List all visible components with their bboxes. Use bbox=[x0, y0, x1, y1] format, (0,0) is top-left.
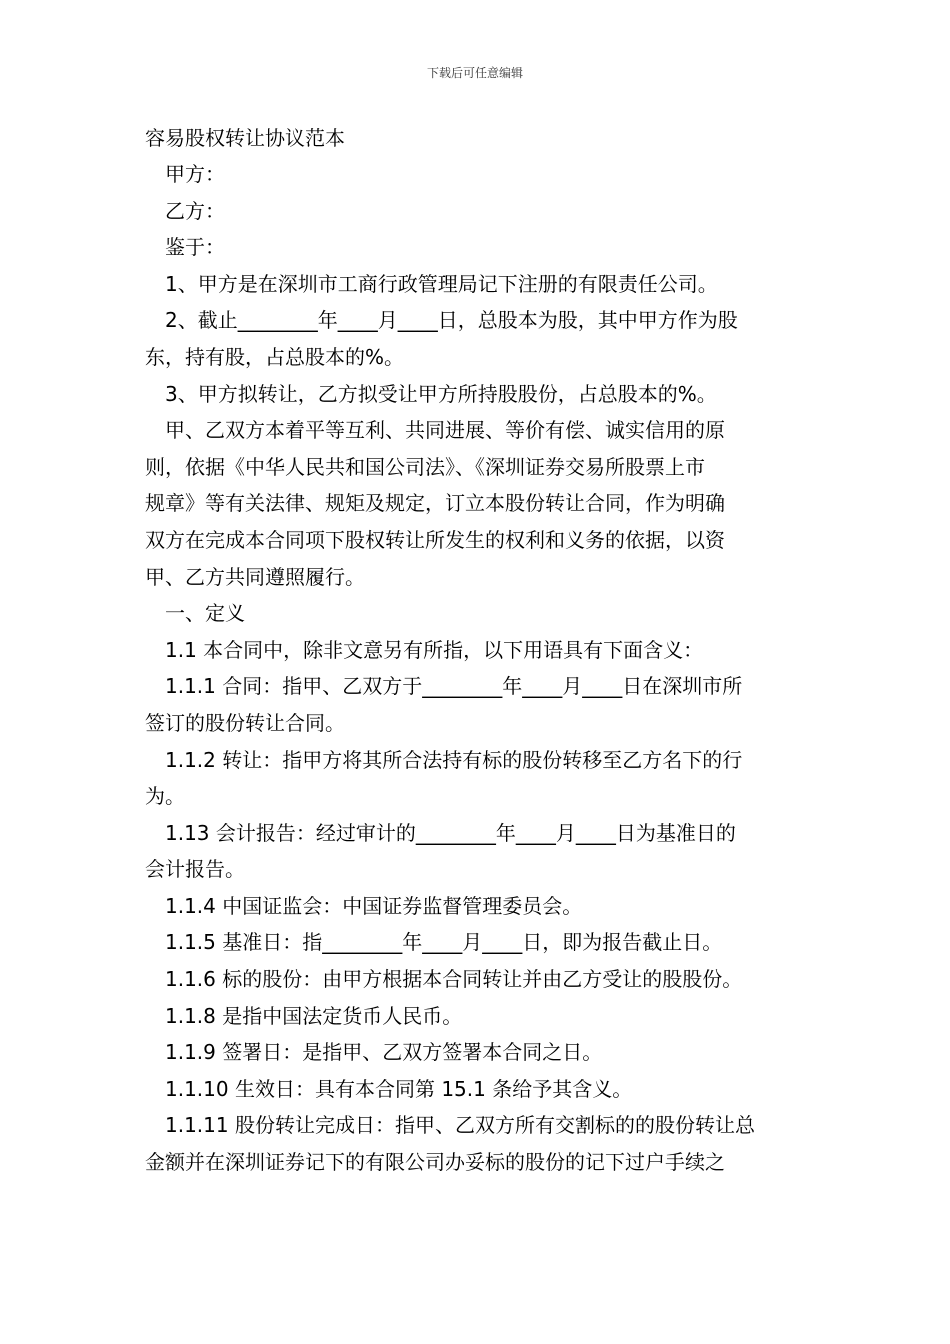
document-line: 甲方： bbox=[165, 162, 225, 186]
document-line: 1.1.4 中国证监会：中国证券监督管理委员会。 bbox=[165, 893, 583, 918]
document-line: 鉴于： bbox=[165, 235, 225, 260]
document-line: 1.1.1 合同：指甲、乙双方于________年____月____日在深圳市所 bbox=[165, 674, 743, 699]
document-title: 容易股权转让协议范本 bbox=[145, 126, 345, 150]
document-line: 会计报告。 bbox=[145, 857, 245, 882]
document-line: 2、截止________年____月____日，总股本为股，其中甲方作为股 bbox=[165, 308, 738, 333]
document-line: 乙方： bbox=[165, 198, 225, 223]
document-line: 1.1 本合同中，除非文意另有所指，以下用语具有下面含义： bbox=[165, 637, 704, 662]
document-line: 一、定义 bbox=[165, 601, 245, 626]
document-line: 金额并在深圳证券记下的有限公司办妥标的股份的记下过户手续之 bbox=[145, 1150, 725, 1175]
document-line: 1.1.5 基准日：指________年____月____日，即为报告截止日。 bbox=[165, 930, 723, 955]
document-line: 1.1.9 签署日：是指甲、乙双方签署本合同之日。 bbox=[165, 1040, 603, 1065]
document-line: 东，持有股，占总股本的%。 bbox=[145, 344, 405, 369]
document-line: 1.1.10 生效日：具有本合同第 15.1 条给予其含义。 bbox=[165, 1076, 633, 1101]
document-line: 甲、乙双方本着平等互利、共同进展、等价有偿、诚实信用的原 bbox=[165, 418, 725, 443]
document-line: 3、甲方拟转让，乙方拟受让甲方所持股股份，占总股本的%。 bbox=[165, 381, 717, 406]
document-line: 1.1.6 标的股份：由甲方根据本合同转让并由乙方受让的股股份。 bbox=[165, 967, 743, 992]
document-line: 规章》等有关法律、规矩及规定，订立本股份转让合同，作为明确 bbox=[145, 491, 725, 516]
document-line: 1.1.2 转让：指甲方将其所合法持有标的股份转移至乙方名下的行 bbox=[165, 747, 743, 772]
document-line: 1.13 会计报告：经过审计的________年____月____日为基准日的 bbox=[165, 820, 736, 845]
document-line: 双方在完成本合同项下股权转让所发生的权利和义务的依据，以资 bbox=[145, 527, 725, 552]
document-body bbox=[145, 156, 810, 1181]
document-line: 签订的股份转让合同。 bbox=[145, 710, 345, 735]
page-header-note: 下载后可任意编辑 bbox=[426, 66, 523, 80]
document-line: 1、甲方是在深圳市工商行政管理局记下注册的有限责任公司。 bbox=[165, 271, 718, 296]
document-line: 为。 bbox=[145, 784, 185, 809]
document-line: 则，依据《中华人民共和国公司法》、《深圳证券交易所股票上市 bbox=[145, 454, 705, 479]
document-line: 1.1.11 股份转让完成日：指甲、乙双方所有交割标的的股份转让总 bbox=[165, 1113, 755, 1138]
document-line: 甲、乙方共同遵照履行。 bbox=[145, 564, 365, 589]
document-line: 1.1.8 是指中国法定货币人民币。 bbox=[165, 1003, 463, 1028]
